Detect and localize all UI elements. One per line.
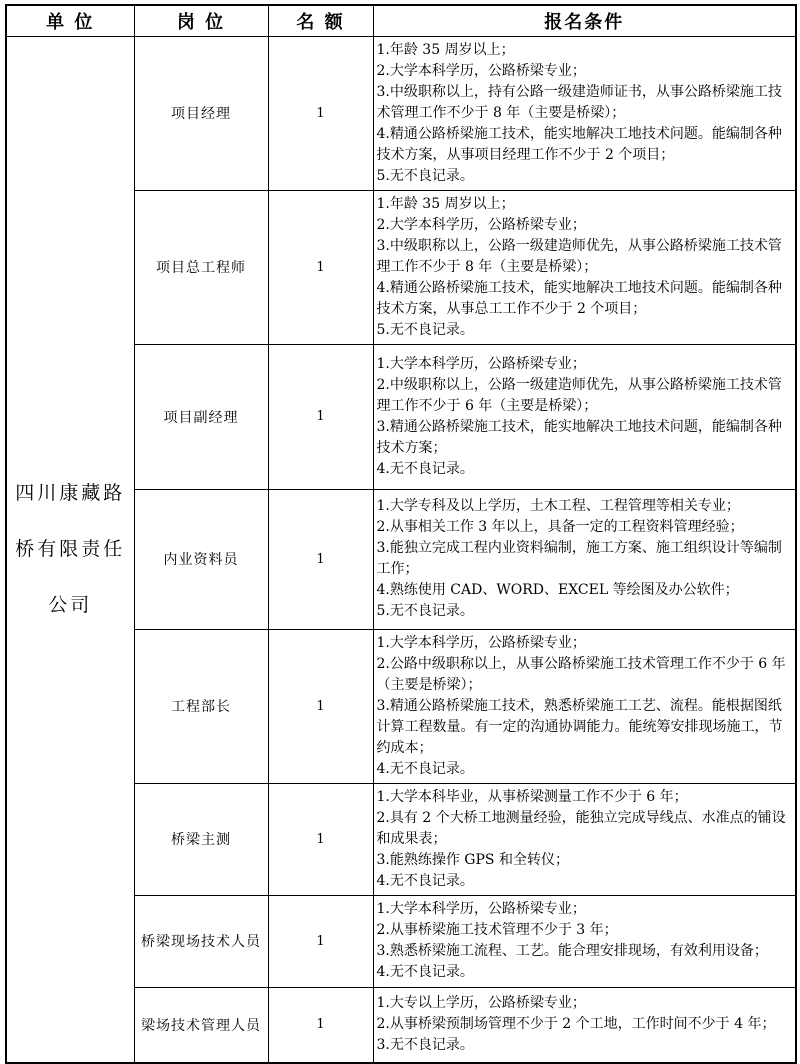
requirement-line: 2.公路中级职称以上，从事公路桥梁施工技术管理工作不少于 6 年（主要是桥梁）； <box>376 655 786 693</box>
requirement-line: 3.中级职称以上，公路一级建造师优先，从事公路桥梁施工技术管理工作不少于 8 年（主要是桥梁）； <box>376 237 782 275</box>
requirement-line: 1.年龄 35 周岁以上； <box>376 41 515 58</box>
position-cell: 项目经理 <box>134 36 268 190</box>
header-quota: 名 额 <box>268 5 373 36</box>
requirement-line: 2.具有 2 个大桥工地测量经验，能独立完成导线点、水准点的铺设和成果表； <box>376 809 786 847</box>
requirement-line: 5.无不良记录。 <box>376 321 474 338</box>
position-cell: 桥梁主测 <box>134 783 268 895</box>
requirement-line: 4.无不良记录。 <box>376 872 474 889</box>
requirement-line: 2.从事桥梁施工技术管理不少于 3 年； <box>376 922 618 938</box>
quota-cell: 1 <box>268 489 373 629</box>
quota-cell: 1 <box>268 629 373 783</box>
position-cell: 项目总工程师 <box>134 190 268 344</box>
requirement-line: 3.熟悉桥梁施工流程、工艺。能合理安排现场，有效利用设备； <box>376 943 768 959</box>
requirement-line: 1.大学本科毕业，从事桥梁测量工作不少于 6 年； <box>376 788 688 805</box>
requirement-line: 5.无不良记录。 <box>376 603 474 619</box>
requirements-cell <box>373 783 796 895</box>
quota-cell: 1 <box>268 783 373 895</box>
requirements-cell <box>373 344 796 489</box>
requirements-cell <box>373 629 796 783</box>
position-cell: 内业资料员 <box>134 489 268 629</box>
requirement-line: 3.精通公路桥梁施工技术，能实地解决工地技术问题，能编制各种技术方案； <box>376 418 782 456</box>
quota-cell: 1 <box>268 987 373 1063</box>
position-cell: 工程部长 <box>134 629 268 783</box>
requirements-cell <box>373 489 796 629</box>
unit-name <box>8 465 133 633</box>
table-row <box>6 36 796 190</box>
header-unit: 单 位 <box>6 5 134 36</box>
requirement-line: 5.无不良记录。 <box>376 167 474 184</box>
requirements-cell <box>373 895 796 987</box>
unit-cell <box>6 36 134 1063</box>
requirement-line: 2.从事相关工作 3 年以上，具备一定的工程资料管理经验； <box>376 519 744 535</box>
requirement-line: 1.大学本科学历，公路桥梁专业； <box>376 355 586 372</box>
requirements-cell <box>373 190 796 344</box>
requirement-line: 1.大专以上学历，公路桥梁专业； <box>376 995 586 1012</box>
unit-name-line: 桥有限责任 <box>15 538 126 561</box>
quota-cell: 1 <box>268 895 373 987</box>
requirement-line: 4.无不良记录。 <box>376 460 474 477</box>
position-cell: 项目副经理 <box>134 344 268 489</box>
requirement-line: 1.大学本科学历，公路桥梁专业； <box>376 901 586 917</box>
requirement-line: 2.从事桥梁预制场管理不少于 2 个工地，工作时间不少于 4 年； <box>376 1016 776 1033</box>
requirement-line: 4.无不良记录。 <box>376 760 474 777</box>
requirement-line: 4.精通公路桥梁施工技术，能实地解决工地技术问题。能编制各种技术方案，从事总工工作不少于 2 个项目； <box>376 279 782 317</box>
quota-cell: 1 <box>268 36 373 190</box>
recruitment-table <box>5 4 797 1064</box>
requirements-cell <box>373 36 796 190</box>
requirement-line: 4.无不良记录。 <box>376 964 474 980</box>
requirement-line: 3.能熟练操作 GPS 和全转仪； <box>376 851 569 868</box>
position-cell: 梁场技术管理人员 <box>134 987 268 1063</box>
requirement-line: 3.能独立完成工程内业资料编制，施工方案、施工组织设计等编制工作； <box>376 540 782 577</box>
requirement-line: 2.大学本科学历，公路桥梁专业； <box>376 62 586 79</box>
unit-name-line: 公司 <box>48 594 93 617</box>
quota-cell: 1 <box>268 344 373 489</box>
requirement-line: 1.大学本科学历，公路桥梁专业； <box>376 634 586 651</box>
requirements-cell <box>373 987 796 1063</box>
unit-name-line: 四川康藏路 <box>15 482 126 505</box>
requirement-line: 3.中级职称以上，持有公路一级建造师证书，从事公路桥梁施工技术管理工作不少于 8 年（主要是桥梁）； <box>376 83 782 121</box>
header-position: 岗 位 <box>134 5 268 36</box>
requirement-line: 2.中级职称以上，公路一级建造师优先，从事公路桥梁施工技术管理工作不少于 6 年（主要是桥梁）； <box>376 376 782 414</box>
header-requirements: 报名条件 <box>373 5 796 36</box>
table-body <box>6 36 796 1063</box>
table-header <box>6 5 796 36</box>
requirement-line: 3.无不良记录。 <box>376 1037 474 1054</box>
quota-cell: 1 <box>268 190 373 344</box>
requirement-line: 1.大学专科及以上学历，土木工程、工程管理等相关专业； <box>376 498 740 514</box>
requirement-line: 1.年龄 35 周岁以上； <box>376 195 515 212</box>
requirement-line: 2.大学本科学历，公路桥梁专业； <box>376 216 586 233</box>
requirement-line: 4.熟练使用 CAD、WORD、EXCEL 等绘图及办公软件； <box>376 582 739 598</box>
header-row <box>6 5 796 36</box>
requirement-line: 4.精通公路桥梁施工技术，能实地解决工地技术问题。能编制各种技术方案，从事项目经理工作不少于 2 个项目； <box>376 125 782 163</box>
requirement-line: 3.精通公路桥梁施工技术，熟悉桥梁施工工艺、流程。能根据图纸计算工程数量。有一定的沟通协调能力。能统筹安排现场施工，节约成本； <box>376 697 783 756</box>
position-cell: 桥梁现场技术人员 <box>134 895 268 987</box>
